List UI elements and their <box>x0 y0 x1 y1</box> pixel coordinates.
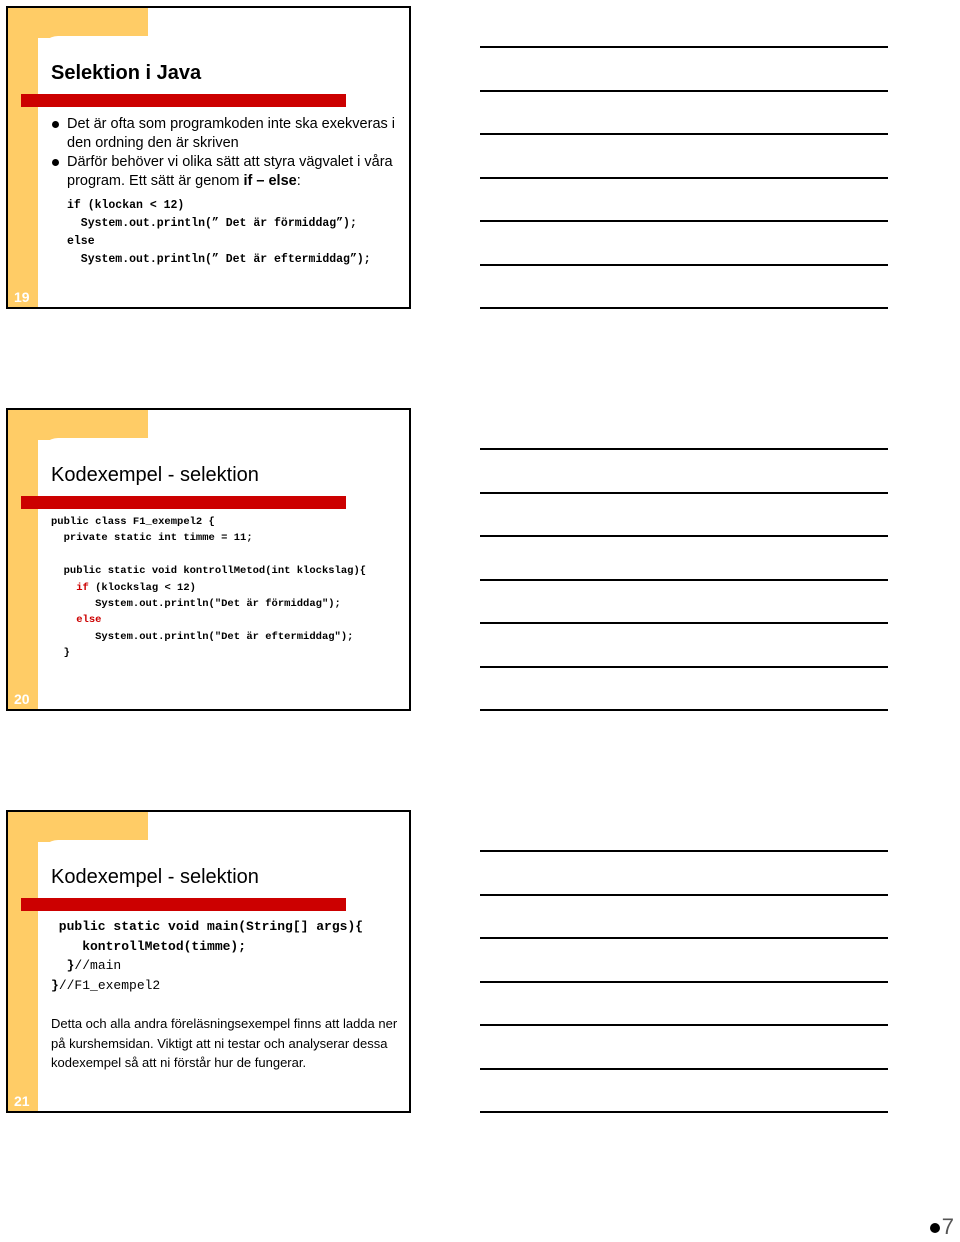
slide-accent-left <box>8 410 38 709</box>
code-brace: } <box>66 958 75 973</box>
notes-lines <box>480 448 888 753</box>
code-line: else <box>67 235 95 248</box>
code-line: } <box>51 647 70 660</box>
notes-lines <box>480 850 888 1155</box>
code-line: System.out.println(” Det är eftermiddag”); <box>67 253 371 266</box>
code-line: public class F1_exempel2 { <box>51 516 215 528</box>
note-line <box>480 622 888 624</box>
code-line: public static void main(String[] args){ <box>51 919 364 934</box>
slide-20 <box>6 408 411 711</box>
note-line <box>480 709 888 711</box>
bullet-text: Det är ofta som programkoden inte ska exekveras i den ordning den är skriven <box>67 116 396 151</box>
code-line: public static void kontrollMetod(int klockslag){ <box>51 565 367 578</box>
code-line: System.out.println("Det är förmiddag"); <box>51 598 341 611</box>
title-underline-bar <box>21 94 346 107</box>
slide-accent-left <box>8 8 38 307</box>
note-line <box>480 90 888 92</box>
note-line <box>480 448 888 450</box>
note-line <box>480 937 888 939</box>
code-line: kontrollMetod(timme); <box>51 938 247 954</box>
bullet-item <box>52 153 409 191</box>
code-block <box>51 917 363 995</box>
note-line <box>480 535 888 537</box>
note-line <box>480 981 888 983</box>
title-underline-bar <box>21 898 346 911</box>
slide-number: 20 <box>14 691 30 707</box>
slide-title: Kodexempel - selektion <box>51 464 259 486</box>
note-line <box>480 133 888 135</box>
bullet-list <box>52 115 409 191</box>
note-line <box>480 666 888 668</box>
code-line <box>51 580 366 596</box>
slide-paragraph: Detta och alla andra föreläsningsexempel finns att ladda ner på kurshemsidan. Viktigt att ni testar och analyserar dessa kodexempel så att ni förstår hur de fungerar. <box>51 1016 398 1070</box>
note-line <box>480 894 888 896</box>
code-line <box>51 612 366 628</box>
code-block <box>67 197 371 269</box>
code-line <box>51 956 363 976</box>
note-line <box>480 264 888 266</box>
note-line <box>480 177 888 179</box>
note-line <box>480 579 888 581</box>
slide-number: 21 <box>14 1093 30 1109</box>
note-line <box>480 220 888 222</box>
code-comment: //F1_exempel2 <box>58 977 161 993</box>
page-number: 7 <box>930 1214 954 1240</box>
code-keyword: else <box>76 614 102 627</box>
code-line: System.out.println("Det är eftermiddag"); <box>51 630 354 643</box>
slide-19 <box>6 6 411 309</box>
slide-title: Selektion i Java <box>51 62 202 84</box>
code-comment: //main <box>74 958 122 973</box>
note-line <box>480 492 888 494</box>
slide-21 <box>6 810 411 1113</box>
bullet-colon: : <box>296 173 301 189</box>
note-line <box>480 1068 888 1070</box>
slide-accent-left <box>8 812 38 1111</box>
bullet-text: Därför behöver vi olika sätt att styra vägvalet i våra program. Ett sätt är genom <box>67 154 393 189</box>
note-line <box>480 46 888 48</box>
slide-number: 19 <box>14 289 30 305</box>
code-brace: } <box>51 977 59 993</box>
notes-lines <box>480 46 888 351</box>
code-blank-line <box>51 547 366 563</box>
code-text: (klockslag < 12) <box>88 581 196 594</box>
code-line <box>51 976 363 996</box>
code-keyword: if <box>76 581 89 594</box>
code-line: System.out.println(” Det är förmiddag”); <box>67 217 357 230</box>
bullet-item <box>52 115 409 153</box>
code-line: if (klockan < 12) <box>67 199 185 212</box>
title-underline-bar <box>21 496 346 509</box>
note-line <box>480 850 888 852</box>
bullet-keyword: if – else <box>243 173 297 189</box>
note-line <box>480 307 888 309</box>
code-block <box>51 514 366 662</box>
slide-title: Kodexempel - selektion <box>51 866 259 888</box>
note-line <box>480 1111 888 1113</box>
note-line <box>480 1024 888 1026</box>
code-line: private static int timme = 11; <box>51 532 253 545</box>
